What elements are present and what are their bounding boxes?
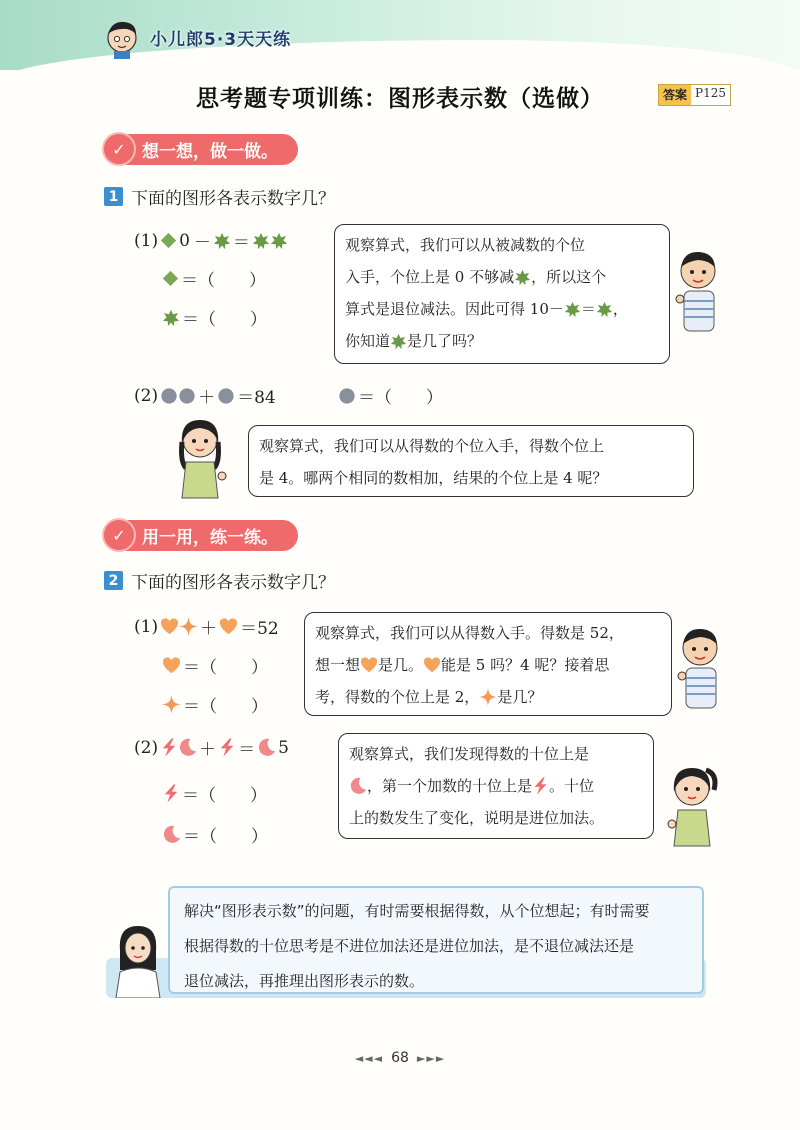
question-prompt: 下面的图形各表示数字几？: [131, 189, 335, 209]
heart-icon: [219, 617, 238, 636]
hint-line: 想一想 是几。 能是 5 吗？4 呢？接着思: [315, 656, 610, 674]
hint-bubble-q2-2: [338, 733, 654, 839]
tip-line: 根据得数的十位思考是不进位加法还是进位加法，是不退位减法还是: [184, 937, 635, 955]
boy-character-icon: [672, 245, 726, 335]
star-icon: [162, 309, 180, 327]
page-footer: [0, 1050, 800, 1066]
blank-text: ＝（ ）: [182, 786, 267, 806]
star-icon: [270, 232, 288, 250]
part-label: (1): [134, 616, 159, 637]
blank-text: ＝（ ）: [183, 827, 268, 847]
brand-name: 小儿郎5·3天天练: [150, 30, 292, 50]
diamond-icon: [160, 232, 177, 249]
equation-q1-2: [132, 383, 278, 408]
hint-bubble-q1-1: [334, 224, 670, 364]
page-title: 思考题专项训练：图形表示数（选做）: [196, 86, 604, 112]
digit: 0: [179, 230, 190, 251]
digit: 5: [278, 737, 289, 758]
answer-blank-moon[interactable]: [162, 822, 270, 847]
star-icon: [252, 232, 270, 250]
moon-icon: [257, 738, 276, 757]
answer-blank-circle[interactable]: [338, 383, 445, 408]
answer-label: 答案: [659, 85, 691, 105]
blank-text: ＝（ ）: [358, 388, 443, 408]
question-prompt: 下面的图形各表示数字几？: [131, 573, 335, 593]
answer-badge: [658, 84, 731, 106]
circle-icon: [338, 387, 356, 405]
lightning-icon: [162, 784, 180, 803]
hint-line: 观察算式，我们发现得数的十位上是: [349, 745, 590, 763]
question-number: 2: [104, 571, 123, 590]
hint-line: 你知道 是几了吗？: [345, 332, 483, 350]
moon-icon: [349, 777, 367, 795]
hint-bubble-q1-2: [248, 425, 694, 497]
section-label: 想一想，做一做。: [124, 134, 298, 165]
part-label: (1): [134, 230, 159, 251]
hint-line: 考，得数的个位上是 2， 是几？: [315, 688, 543, 706]
result: ＝84: [237, 388, 276, 408]
blank-text: ＝（ ）: [183, 658, 268, 678]
answer-blank-star[interactable]: [162, 305, 269, 330]
circle-icon: [178, 387, 196, 405]
operator: ＋: [198, 388, 216, 408]
blank-text: ＝（ ）: [182, 310, 267, 330]
teacher-character-icon: [110, 920, 166, 998]
star-icon: [390, 333, 407, 350]
equation-q1-1: [132, 228, 288, 253]
heart-icon: [160, 617, 179, 636]
sparkle-icon: [179, 617, 198, 636]
lightning-icon: [160, 738, 178, 757]
left-arrows-icon: ◄◄◄: [354, 1051, 384, 1065]
boy-character-icon: [674, 622, 728, 712]
heart-icon: [360, 656, 378, 674]
tip-line: 退位减法，再推理出图形表示的数。: [184, 972, 425, 990]
hint-line: 算式是退位减法。因此可得 10－ ＝ ，: [345, 300, 628, 318]
tip-line: 解决“图形表示数”的问题，有时需要根据得数，从个位想起；有时需要: [184, 902, 650, 920]
operator: ＝: [232, 233, 250, 253]
check-icon: ✓: [104, 134, 134, 164]
section-label: 用一用，练一练。: [124, 520, 298, 551]
star-icon: [514, 269, 531, 286]
lightning-icon: [532, 777, 549, 795]
check-icon: ✓: [104, 520, 134, 550]
star-icon: [596, 301, 613, 318]
heart-icon: [162, 656, 181, 675]
mascot-logo-icon: [100, 16, 144, 60]
question-number: 1: [104, 187, 123, 206]
page-number: 68: [391, 1050, 409, 1066]
equation-q2-1: [132, 614, 281, 639]
hint-line: 观察算式，我们可以从被减数的个位: [345, 236, 586, 254]
girl-character-icon: [170, 412, 230, 500]
circle-icon: [160, 387, 178, 405]
moon-icon: [178, 738, 197, 757]
sparkle-icon: [162, 695, 181, 714]
hint-line: 观察算式，我们可以从得数的个位入手，得数个位上: [259, 437, 605, 455]
lightning-icon: [218, 738, 236, 757]
girl-character-icon: [662, 760, 722, 848]
answer-blank-diamond[interactable]: [162, 266, 268, 291]
hint-line: 上的数发生了变化，说明是进位加法。: [349, 809, 605, 827]
circle-icon: [217, 387, 235, 405]
tip-box: [168, 886, 704, 994]
part-label: (2): [134, 737, 159, 758]
answer-page: P125: [691, 85, 730, 105]
hint-bubble-q2-1: [304, 612, 672, 716]
answer-blank-sparkle[interactable]: [162, 692, 270, 717]
heart-icon: [423, 656, 441, 674]
right-arrows-icon: ►►►: [416, 1051, 446, 1065]
blank-text: ＝（ ）: [183, 697, 268, 717]
operator: ＋: [200, 619, 218, 639]
star-icon: [564, 301, 581, 318]
answer-blank-heart[interactable]: [162, 653, 270, 678]
hint-line: 是 4。哪两个相同的数相加，结果的个位上是 4 呢？: [259, 469, 608, 487]
hint-line: 观察算式，我们可以从得数入手。得数是 52，: [315, 624, 624, 642]
moon-icon: [162, 825, 181, 844]
operator: ＋: [199, 740, 217, 760]
sparkle-icon: [479, 688, 497, 706]
section-banner-1: [104, 134, 298, 164]
operator: ＝: [238, 740, 256, 760]
hint-line: 入手，个位上是 0 不够减 ，所以这个: [345, 268, 607, 286]
equation-q2-2: [132, 735, 291, 760]
operator: －: [193, 233, 211, 253]
answer-blank-lightning[interactable]: [162, 781, 269, 806]
star-icon: [213, 232, 231, 250]
part-label: (2): [134, 385, 159, 406]
result: ＝52: [240, 619, 279, 639]
diamond-icon: [162, 270, 179, 287]
blank-text: ＝（ ）: [181, 271, 266, 291]
hint-line: ，第一个加数的十位上是 。十位: [349, 770, 643, 802]
section-banner-2: [104, 520, 298, 550]
